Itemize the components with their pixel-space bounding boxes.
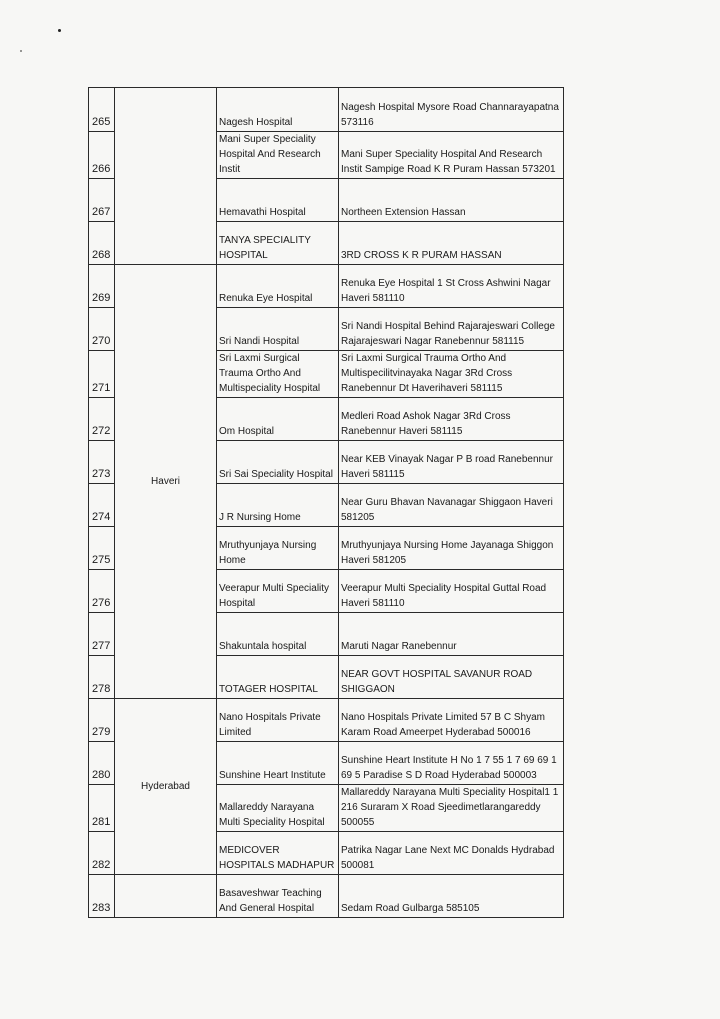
table-row [89,265,564,308]
hospital-address: Sedam Road Gulbarga 585105 [339,875,564,918]
district-cell [115,88,217,265]
hospital-name: J R Nursing Home [217,484,339,527]
row-number: 274 [89,484,115,527]
scan-speck [58,29,61,32]
hospital-name: Sunshine Heart Institute [217,742,339,785]
hospital-table [88,87,564,918]
scan-speck [20,50,22,52]
table-row [89,699,564,742]
hospital-address: Sri Nandi Hospital Behind Rajarajeswari College Rajarajeswari Nagar Ranebennur 581115 [339,308,564,351]
hospital-address: Northeen Extension Hassan [339,179,564,222]
hospital-name: Sri Sai Speciality Hospital [217,441,339,484]
row-number: 271 [89,351,115,398]
hospital-address: Patrika Nagar Lane Next MC Donalds Hydrabad 500081 [339,832,564,875]
hospital-address: Medleri Road Ashok Nagar 3Rd Cross Ranebennur Haveri 581115 [339,398,564,441]
row-number: 282 [89,832,115,875]
hospital-address: Nano Hospitals Private Limited 57 B C Shyam Karam Road Ameerpet Hyderabad 500016 [339,699,564,742]
hospital-address: Renuka Eye Hospital 1 St Cross Ashwini Nagar Haveri 581110 [339,265,564,308]
hospital-name: Veerapur Multi Speciality Hospital [217,570,339,613]
row-number: 272 [89,398,115,441]
hospital-address: Mruthyunjaya Nursing Home Jayanaga Shiggon Haveri 581205 [339,527,564,570]
hospital-address: Sunshine Heart Institute H No 1 7 55 1 7 69 69 1 69 5 Paradise S D Road Hyderabad 500003 [339,742,564,785]
hospital-address: Near Guru Bhavan Navanagar Shiggaon Haveri 581205 [339,484,564,527]
hospital-address: NEAR GOVT HOSPITAL SAVANUR ROAD SHIGGAON [339,656,564,699]
hospital-address: Mani Super Speciality Hospital And Research Instit Sampige Road K R Puram Hassan 573201 [339,132,564,179]
row-number: 283 [89,875,115,918]
hospital-name: TANYA SPECIALITY HOSPITAL [217,222,339,265]
hospital-name: Mallareddy Narayana Multi Speciality Hospital [217,785,339,832]
hospital-address: 3RD CROSS K R PURAM HASSAN [339,222,564,265]
district-cell [115,875,217,918]
hospital-name: Om Hospital [217,398,339,441]
row-number: 280 [89,742,115,785]
district-haveri: Haveri [115,265,217,699]
hospital-name: MEDICOVER HOSPITALS MADHAPUR [217,832,339,875]
hospital-address: Nagesh Hospital Mysore Road Channarayapatna 573116 [339,88,564,132]
hospital-address: Near KEB Vinayak Nagar P B road Ranebennur Haveri 581115 [339,441,564,484]
hospital-address: Sri Laxmi Surgical Trauma Ortho And Multispecilitvinayaka Nagar 3Rd Cross Ranebennur Dt Haverihaveri 581115 [339,351,564,398]
row-number: 275 [89,527,115,570]
hospital-address: Veerapur Multi Speciality Hospital Guttal Road Haveri 581110 [339,570,564,613]
hospital-name: Hemavathi Hospital [217,179,339,222]
hospital-name: Mani Super Speciality Hospital And Research Instit [217,132,339,179]
row-number: 269 [89,265,115,308]
row-number: 266 [89,132,115,179]
hospital-name: Sri Laxmi Surgical Trauma Ortho And Multispeciality Hospital [217,351,339,398]
row-number: 273 [89,441,115,484]
row-number: 267 [89,179,115,222]
hospital-name: Nagesh Hospital [217,88,339,132]
row-number: 268 [89,222,115,265]
hospital-name: Renuka Eye Hospital [217,265,339,308]
hospital-name: Mruthyunjaya Nursing Home [217,527,339,570]
hospital-name: TOTAGER HOSPITAL [217,656,339,699]
row-number: 276 [89,570,115,613]
hospital-name: Nano Hospitals Private Limited [217,699,339,742]
hospital-name: Basaveshwar Teaching And General Hospital [217,875,339,918]
row-number: 278 [89,656,115,699]
hospital-address: Maruti Nagar Ranebennur [339,613,564,656]
row-number: 279 [89,699,115,742]
hospital-name: Sri Nandi Hospital [217,308,339,351]
hospital-address: Mallareddy Narayana Multi Speciality Hospital1 1 216 Suraram X Road Sjeedimetlarangareddy 500055 [339,785,564,832]
district-hyderabad: Hyderabad [115,699,217,875]
row-number: 281 [89,785,115,832]
row-number: 277 [89,613,115,656]
table-row [89,88,564,132]
hospital-name: Shakuntala hospital [217,613,339,656]
row-number: 265 [89,88,115,132]
row-number: 270 [89,308,115,351]
table-row [89,875,564,918]
